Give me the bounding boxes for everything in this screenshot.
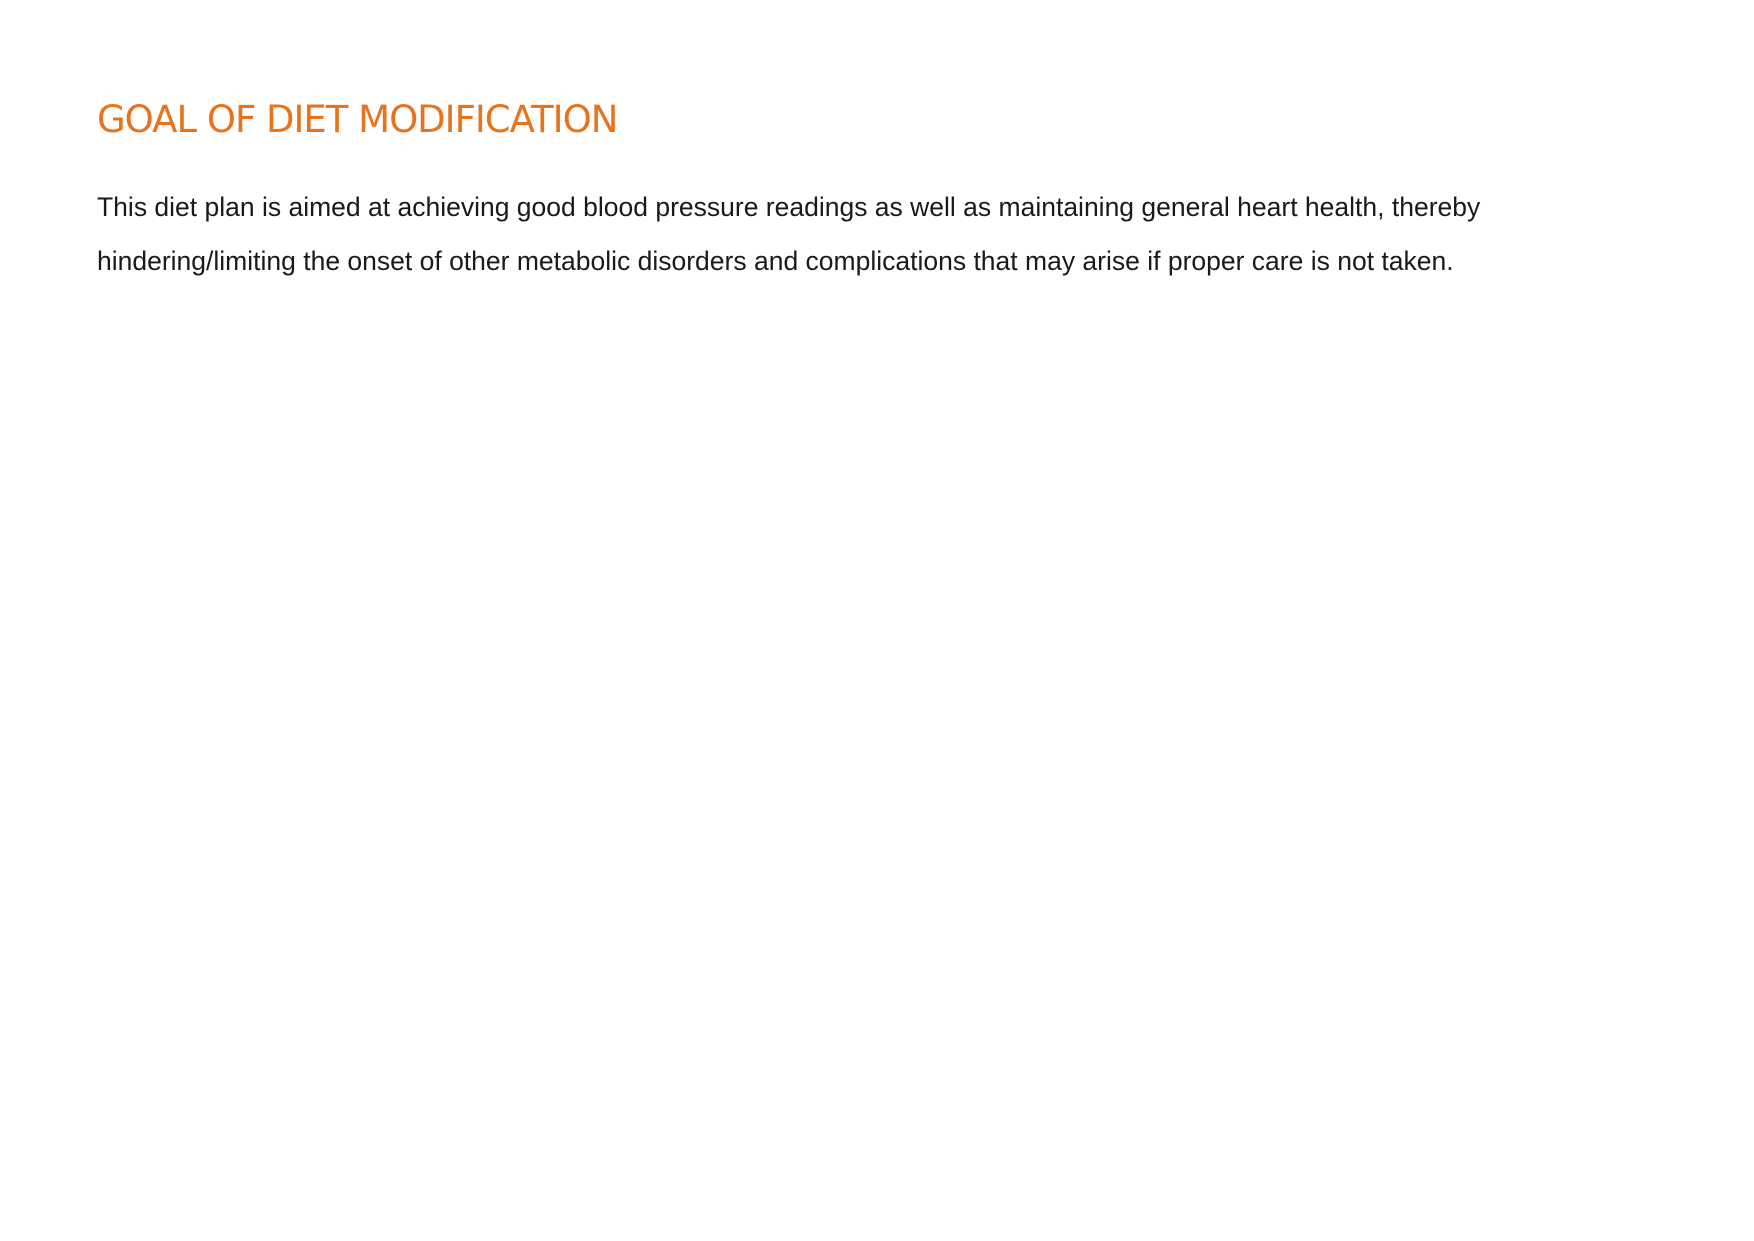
body-paragraph: [97, 180, 1697, 288]
section-heading: GOAL OF DIET MODIFICATION: [97, 98, 618, 141]
paragraph-line-1: This diet plan is aimed at achieving good blood pressure readings as well as maintaining general heart health, thereby: [97, 192, 1481, 222]
paragraph-line-2: hindering/limiting the onset of other metabolic disorders and complications that may arise if proper care is not taken.: [97, 246, 1454, 276]
